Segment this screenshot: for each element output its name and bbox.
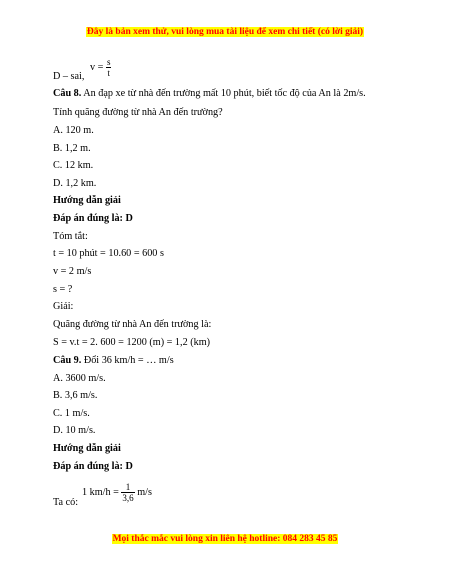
question-9-label: Câu 9. xyxy=(53,355,82,366)
q8-answer: Đáp án đúng là: D xyxy=(53,213,133,224)
q8-step: Giải: xyxy=(53,301,74,312)
hotline-banner-text: Mọi thắc mắc vui lòng xin liên hệ hotline: 084 283 45 85 xyxy=(112,534,338,544)
q9-option-c: C. 1 m/s. xyxy=(53,408,90,419)
q8-guide-heading: Hướng dẫn giải xyxy=(53,195,121,206)
conversion-formula xyxy=(82,482,152,503)
q8-step: v = 2 m/s xyxy=(53,266,92,277)
q8-step: t = 10 phút = 10.60 = 600 s xyxy=(53,248,164,259)
q8-step: Tóm tắt: xyxy=(53,231,88,242)
preview-banner-text: Đây là bản xem thử, vui lòng mua tài liệu để xem chi tiết (có lời giải) xyxy=(86,27,364,37)
question-9 xyxy=(53,354,174,367)
formula-lhs: 1 km/h = xyxy=(82,486,119,498)
q8-option-c: C. 12 km. xyxy=(53,160,94,171)
question-9-text: Đổi 36 km/h = … m/s xyxy=(81,355,174,366)
formula-unit: m/s xyxy=(137,486,152,498)
q9-answer: Đáp án đúng là: D xyxy=(53,461,133,472)
ta-co-label: Ta có: xyxy=(53,497,79,508)
q9-option-d: D. 10 m/s. xyxy=(53,425,96,436)
q8-option-a: A. 120 m. xyxy=(53,125,94,136)
preview-banner xyxy=(0,27,450,37)
formula-lhs: v = xyxy=(90,61,104,73)
q9-option-a: A. 3600 m/s. xyxy=(53,373,106,384)
hotline-banner xyxy=(0,534,450,544)
q8-step: S = v.t = 2. 600 = 1200 (m) = 1,2 (km) xyxy=(53,337,211,348)
fraction-denominator: 3,6 xyxy=(122,493,134,503)
velocity-formula xyxy=(90,57,111,78)
fraction xyxy=(106,57,112,78)
answer-d-wrong: D – sai, xyxy=(53,71,85,82)
q8-option-d: D. 1,2 km. xyxy=(53,178,97,189)
question-8-text-cont: Tính quãng đường từ nhà An đến trường? xyxy=(53,107,223,118)
question-8-label: Câu 8. xyxy=(53,88,82,99)
question-8-text: An đạp xe từ nhà đến trường mất 10 phút, biết tốc độ của An là 2m/s. xyxy=(81,88,366,99)
fraction-numerator: s xyxy=(106,57,111,67)
question-8 xyxy=(53,87,366,100)
fraction xyxy=(121,482,134,503)
q8-step: s = ? xyxy=(53,284,73,295)
q8-option-b: B. 1,2 m. xyxy=(53,143,91,154)
fraction-numerator: 1 xyxy=(125,482,131,492)
q9-guide-heading: Hướng dẫn giải xyxy=(53,443,121,454)
q8-step: Quãng đường từ nhà An đến trường là: xyxy=(53,319,212,330)
fraction-denominator: t xyxy=(107,68,110,78)
q9-option-b: B. 3,6 m/s. xyxy=(53,390,98,401)
